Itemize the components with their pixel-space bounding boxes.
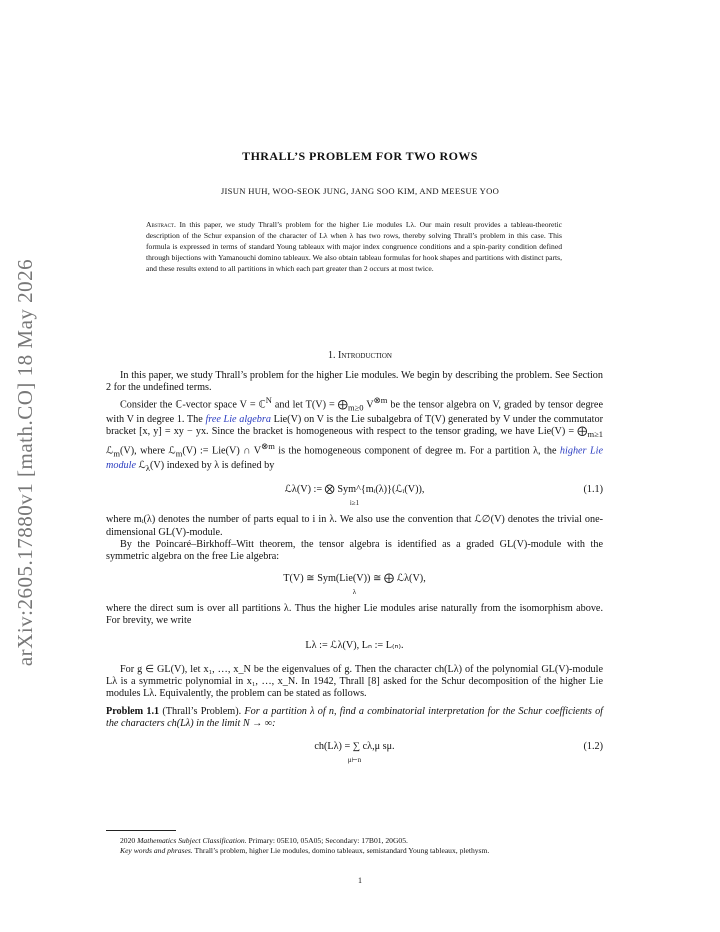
equation-pbw-subscript: λ	[352, 588, 357, 597]
equation-shorthand-body: Lλ := ℒλ(V), Lₙ := L₍ₙ₎.	[305, 639, 404, 651]
section-heading	[0, 350, 720, 361]
paragraph-direct-sum: where the direct sum is over all partitions λ. Thus the higher Lie modules arise naturally from the isomorphism above. For brevity, we write	[106, 603, 603, 627]
abstract-label: Abstract.	[146, 220, 176, 229]
equation-1-2-number: (1.2)	[583, 740, 603, 752]
equation-1-2	[106, 737, 603, 763]
paragraph-tensor-algebra: Consider the ℂ-vector space V = ℂ$^N$ and let $T(V) = ⨁_{m\ge 0}$ $V^{\otimes m}$ be the tensor algebra on V, graded by tensor degree with V in degree 1. The free Lie algebra Lie(V) on V is the Lie subalgebra of T(V) generated by V under the commutator bracket [x, y] = xy − yx. Since the bracket is homogeneous with respect to the tensor grading, we have $Lie(V) = ⨁_{m\ge 1}$ ℒ$_m$(V), where ℒ$_m$(V) := Lie(V) ∩ $V^{\otimes m}$ is the homogeneous component of degree m. For a partition λ, the higher Lie module ℒ$_\lambda$(V) indexed by λ is defined by	[106, 395, 604, 474]
paragraph-multiplicity: where mᵢ(λ) denotes the number of parts equal to i in λ. We also use the convention that ℒ∅(V) denotes the trivial one-dimensional GL(V)-module.	[106, 514, 603, 538]
equation-pbw-body: T(V) ≅ Sym(Lie(V)) ≅ ⨁ ℒλ(V),	[283, 573, 426, 585]
abstract	[146, 219, 562, 274]
arxiv-side-identifier	[6, 232, 46, 692]
equation-1-1	[106, 480, 603, 506]
equation-pbw	[106, 569, 603, 595]
footnotes	[106, 836, 603, 856]
equation-shorthand	[106, 636, 603, 656]
arxiv-identifier-text: arXiv:2605.17880v1 [math.CO] 18 May 2026	[13, 258, 38, 666]
problem-text: For a partition λ of n, find a combinatorial interpretation for the Schur coefficients of the characters ch(Lλ) in the limit N → ∞:	[106, 706, 603, 730]
footnote-keywords: Key words and phrases. Thrall’s problem, higher Lie modules, domino tableaux, semistandard Young tableaux, plethysm.	[120, 846, 490, 855]
equation-1-2-body: ch(Lλ) = ∑ cλ,μ sμ.	[314, 740, 395, 752]
equation-1-1-number: (1.1)	[583, 484, 603, 496]
link-higher-lie-module[interactable]: higher Lie module	[106, 445, 603, 472]
paragraph-character: For g ∈ GL(V), let x₁, …, x_N be the eigenvalues of g. Then the character ch(Lλ) of the polynomial GL(V)-module Lλ is a symmetric polynomial in x₁, …, x_N. In 1942, Thrall [8] asked for the Schur decomposition of the higher Lie modules Lλ. Equivalently, the problem can be stated as follows.	[106, 663, 603, 699]
paragraph-intro: In this paper, we study Thrall’s problem for the higher Lie modules. We begin by describing the problem. See Section 2 for the undefined terms.	[106, 370, 603, 394]
abstract-text: In this paper, we study Thrall’s problem for the higher Lie modules Lλ. Our main result provides a tableau-theoretic description of the Schur expansion of the character of Lλ when λ has two rows, thereby solving Thrall’s problem in this case. This formula is expressed in terms of standard Young tableaux with major index congruence conditions and a spin-parity condition defined through bijections with Yamanouchi domino tableaux. We also obtain tableau formulas for hook shapes and partitions with distinct parts, and these results extend to all partitions in which each part greater than 2 occurs at most twice.	[146, 220, 562, 273]
section-number: 1.	[328, 350, 336, 361]
page-number: 1	[358, 876, 362, 885]
equation-1-1-body: ℒλ(V) := ⨂ Sym^{mᵢ(λ)}(ℒᵢ(V)),	[284, 484, 425, 496]
footnote-rule	[106, 830, 176, 831]
problem-name: (Thrall’s Problem).	[159, 706, 242, 718]
section-title: Introduction	[338, 350, 392, 361]
problem-label: Problem 1.1	[106, 706, 160, 718]
link-free-lie-algebra[interactable]: free Lie algebra	[205, 414, 271, 426]
paper-authors: JISUN HUH, WOO-SEOK JUNG, JANG SOO KIM, AND MEESUE YOO	[220, 186, 500, 196]
footnote-msc: 2020 Mathematics Subject Classification. Primary: 05E10, 05A05; Secondary: 17B01, 20G05.	[120, 836, 408, 845]
paragraph-pbw: By the Poincaré–Birkhoff–Witt theorem, the tensor algebra is identified as a graded GL(V)-module with the symmetric algebra on the free Lie algebra:	[106, 538, 603, 562]
main-body	[106, 370, 603, 771]
equation-1-1-subscript: i≥1	[349, 499, 360, 508]
problem-statement	[106, 706, 603, 730]
paper-title: THRALL’S PROBLEM FOR TWO ROWS	[242, 149, 478, 163]
equation-1-2-subscript: μ⊢n	[347, 755, 362, 764]
